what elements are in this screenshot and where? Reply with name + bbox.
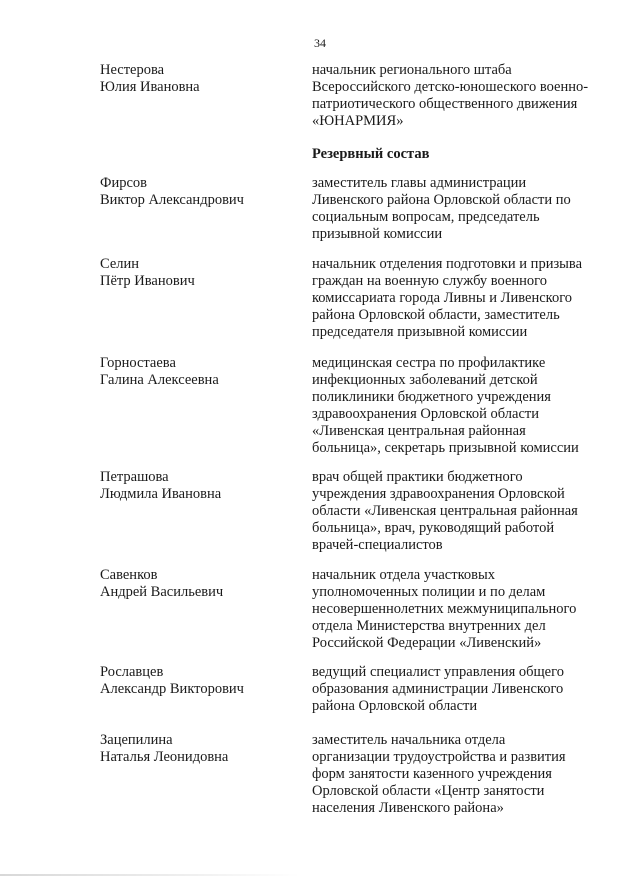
role-line: «ЮНАРМИЯ» [312,113,404,129]
role-line: населения Ливенского района» [312,800,504,816]
role-line: несовершеннолетних межмуниципального [312,601,577,617]
member-role [312,567,612,652]
member-surname: Нестерова [100,62,165,78]
member-role [312,469,612,554]
member-role [312,355,612,457]
role-line: организации трудоустройства и развития [312,749,566,765]
role-line: председателя призывной комиссии [312,324,528,340]
role-line: «Ливенская центральная районная [312,423,526,439]
member-given-names: Андрей Васильевич [100,584,224,600]
member-role [312,256,612,341]
role-line: поликлиники бюджетного учреждения [312,389,551,405]
role-line: области «Ливенская центральная районная [312,503,578,519]
role-line: социальным вопросам, председатель [312,209,540,225]
member-given-names: Людмила Ивановна [100,486,222,502]
member-surname: Селин [100,256,140,272]
role-line: ведущий специалист управления общего [312,664,564,680]
member-surname: Горностаева [100,355,176,371]
role-line: врач общей практики бюджетного [312,469,523,485]
member-role [312,62,612,130]
member-name [100,664,300,698]
role-line: отдела Министерства внутренних дел [312,618,546,634]
member-surname: Савенков [100,567,158,583]
role-line: Орловской области «Центр занятости [312,783,545,799]
role-line: медицинская сестра по профилактике [312,355,546,371]
member-surname: Фирсов [100,175,147,191]
member-given-names: Пётр Иванович [100,273,195,289]
role-line: начальник отдела участковых [312,567,495,583]
member-name [100,355,300,389]
role-line: граждан на военную службу военного [312,273,547,289]
member-surname: Петрашова [100,469,169,485]
member-name [100,62,300,96]
member-role [312,175,612,243]
member-given-names: Юлия Ивановна [100,79,200,95]
role-line: начальник отделения подготовки и призыва [312,256,583,272]
role-line: уполномоченных полиции и по делам [312,584,546,600]
role-line: заместитель главы администрации [312,175,527,191]
role-line: комиссариата города Ливны и Ливенского [312,290,573,306]
role-line: здравоохранения Орловской области [312,406,539,422]
role-line: заместитель начальника отдела [312,732,506,748]
member-given-names: Александр Викторович [100,681,244,697]
member-name [100,567,300,601]
role-line: начальник регионального штаба [312,62,512,78]
role-line: Всероссийского детско-юношеского военно- [312,79,589,95]
role-line: Ливенского района Орловской области по [312,192,571,208]
role-line: Российской Федерации «Ливенский» [312,635,542,651]
section-heading: Резервный состав [312,146,430,162]
member-name [100,256,300,290]
role-line: района Орловской области, заместитель [312,307,560,323]
role-line: призывной комиссии [312,226,443,242]
member-role [312,664,612,715]
member-given-names: Виктор Александрович [100,192,244,208]
role-line: образования администрации Ливенского [312,681,564,697]
member-name [100,469,300,503]
member-name [100,732,300,766]
member-given-names: Галина Алексеевна [100,372,219,388]
role-line: учреждения здравоохранения Орловской [312,486,565,502]
role-line: инфекционных заболеваний детской [312,372,538,388]
member-role [312,732,612,817]
role-line: врачей-специалистов [312,537,443,553]
member-surname: Зацепилина [100,732,173,748]
page-number: 34 [314,36,326,50]
role-line: больница», врач, руководящий работой [312,520,555,536]
role-line: района Орловской области [312,698,478,714]
member-surname: Рославцев [100,664,164,680]
role-line: патриотического общественного движения [312,96,578,112]
role-line: форм занятости казенного учреждения [312,766,552,782]
member-given-names: Наталья Леонидовна [100,749,229,765]
scan-artifact-line [0,874,300,876]
member-name [100,175,300,209]
role-line: больница», секретарь призывной комиссии [312,440,579,456]
